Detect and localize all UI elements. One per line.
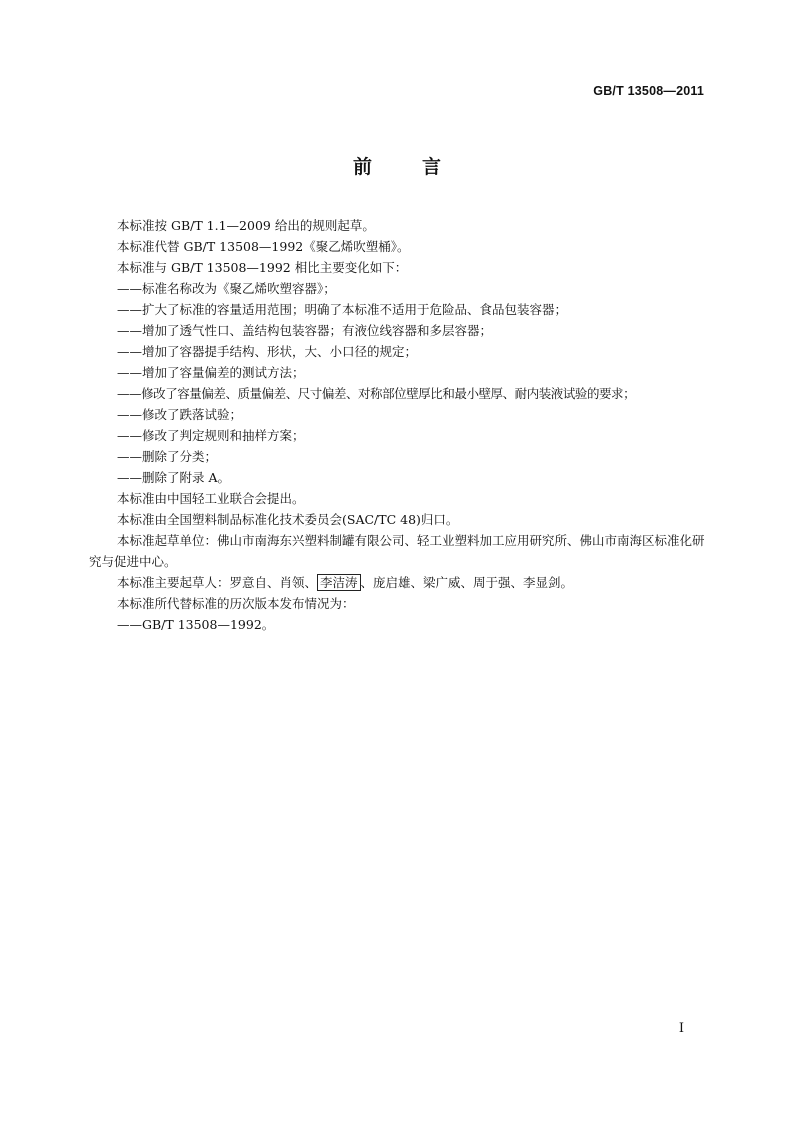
history-list-item: ——GB/T 13508—1992。 — [117, 617, 275, 632]
paragraph: 本标准与 GB/T 13508—1992 相比主要变化如下： — [117, 260, 408, 275]
page-title — [0, 152, 794, 179]
change-list-item: ——扩大了标准的容量适用范围；明确了本标准不适用于危险品、食品包装容器； — [117, 302, 568, 317]
title-char-1: 前 — [352, 156, 372, 178]
paragraph: 本标准所代替标准的历次版本发布情况为： — [117, 596, 355, 611]
document-body — [89, 215, 706, 635]
change-list-item: ——标准名称改为《聚乙烯吹塑容器》； — [117, 281, 336, 296]
paragraph: 本标准由中国轻工业联合会提出。 — [117, 491, 305, 506]
change-list-item: ——修改了跌落试验； — [117, 407, 243, 422]
paragraph: 本标准由全国塑料制品标准化技术委员会(SAC/TC 48)归口。 — [117, 512, 459, 527]
paragraph: 本标准按 GB/T 1.1—2009 给出的规则起草。 — [117, 218, 375, 233]
change-list-item: ——修改了判定规则和抽样方案； — [117, 428, 305, 443]
change-list-item: ——增加了透气性口、盖结构包装容器；有液位线容器和多层容器； — [117, 323, 493, 338]
change-list-item: ——修改了容量偏差、质量偏差、尺寸偏差、对称部位壁厚比和最小壁厚、耐内装液试验的要求； — [117, 386, 636, 401]
change-list-item: ——删除了附录 A。 — [117, 470, 231, 485]
drafters-paragraph — [89, 572, 706, 593]
change-list-item: ——删除了分类； — [117, 449, 218, 464]
standard-code: GB/T 13508—2011 — [593, 84, 704, 98]
change-list-item: ——增加了容器提手结构、形状，大、小口径的规定； — [117, 344, 418, 359]
drafters-prefix: 本标准主要起草人：罗意自、肖领、 — [117, 575, 318, 590]
boxed-drafter-name: 李洁涛 — [317, 574, 361, 591]
change-list-item: ——增加了容量偏差的测试方法； — [117, 365, 305, 380]
page-number: I — [678, 1021, 684, 1036]
paragraph: 本标准代替 GB/T 13508—1992《聚乙烯吹塑桶》。 — [117, 239, 410, 254]
drafting-units-paragraph: 本标准起草单位：佛山市南海东兴塑料制罐有限公司、轻工业塑料加工应用研究所、佛山市南海区标准化研究与促进中心。 — [89, 533, 705, 569]
drafters-suffix: 、庞启雄、梁广威、周于强、李显剑。 — [360, 575, 574, 590]
title-char-2: 言 — [422, 156, 442, 178]
